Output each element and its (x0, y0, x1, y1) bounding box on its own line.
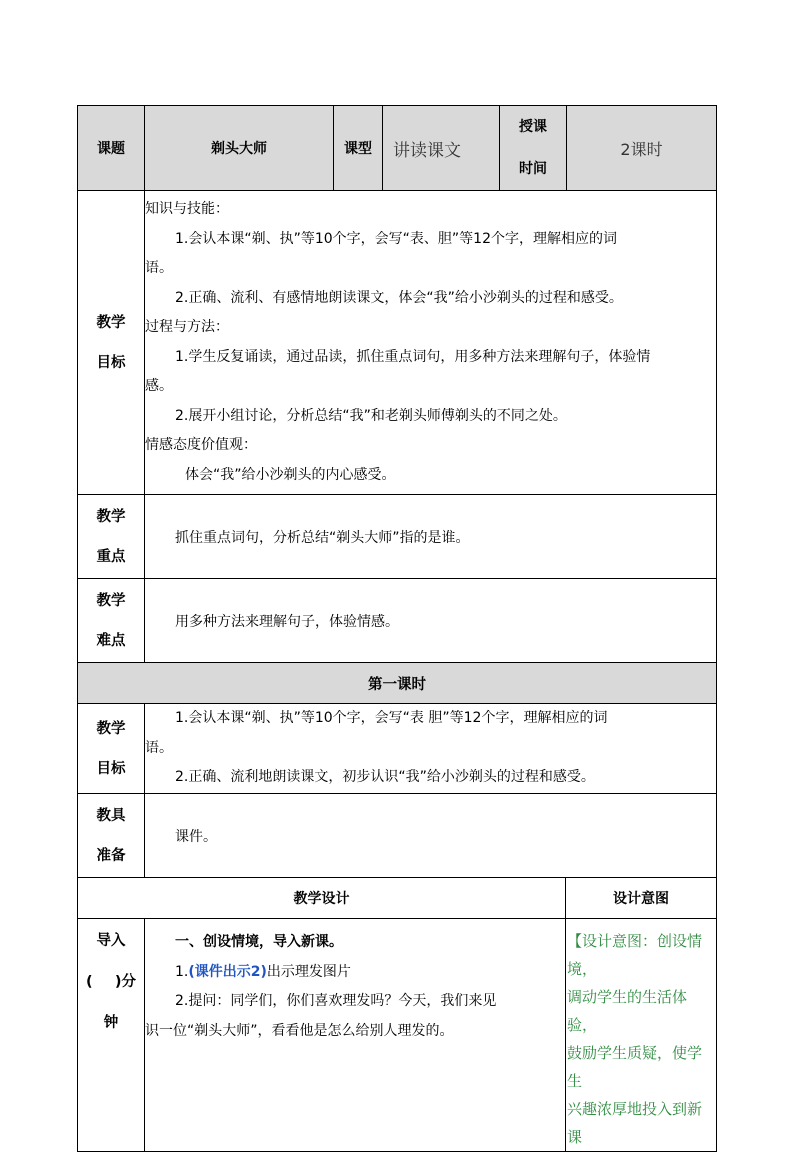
intro-label-line1: 导入 (96, 933, 126, 949)
lesson1-goal-line: 1.会认本课“剃、执”等10个字，会写“表 胆”等12个字，理解相应的词 (175, 710, 608, 727)
intent-col-title: 设计意图 (566, 878, 717, 919)
lesson1-goals-row (78, 704, 717, 794)
goals-line: 1.会认本课“剃、执”等10个字，会写“表、胆”等12个字，理解相应的词 (175, 230, 617, 247)
lesson1-goals-content (145, 704, 717, 794)
goals-line: 过程与方法： (145, 319, 229, 335)
difficulties-text: 用多种方法来理解句子，体验情感。 (145, 579, 717, 663)
goals-line: 情感态度价值观： (145, 437, 257, 453)
intro-step1-text: 出示理发图片 (266, 963, 351, 980)
lesson1-goals-label (78, 704, 145, 794)
difficulties-label (78, 579, 145, 663)
key-points-label (78, 495, 145, 579)
goals-line: 2.展开小组讨论，分析总结“我”和老剃头师傅剃头的不同之处。 (175, 407, 567, 424)
goals-line: 1.学生反复诵读，通过品读，抓住重点词句，用多种方法来理解句子，体验情 (175, 348, 651, 365)
goals-label (78, 191, 145, 495)
intro-step2-line1: 2.提问：同学们，你们喜欢理发吗？今天，我们来见 (175, 993, 497, 1009)
key-points-text: 抓住重点词句，分析总结“剃头大师”指的是谁。 (145, 495, 717, 579)
intro-label-line2 (78, 962, 144, 1003)
key-points-label-line2: 重点 (96, 548, 126, 565)
lesson1-goal-line: 2.正确、流利地朗读课文，初步认识“我”给小沙剃头的过程和感受。 (175, 769, 595, 786)
time-label (500, 106, 567, 191)
tools-label-line2: 准备 (96, 847, 126, 864)
goals-line: 2.正确、流利、有感情地朗读课文，体会“我”给小沙剃头的过程和感受。 (175, 289, 623, 306)
intro-content (145, 919, 566, 1152)
goals-row (78, 191, 717, 495)
tools-label-line1: 教具 (96, 807, 126, 824)
time-value: 2课时 (567, 106, 717, 191)
tools-row (78, 794, 717, 878)
design-header-row (78, 878, 717, 919)
intro-step1 (145, 958, 565, 988)
intro-step-title: 一、创设情境，导入新课。 (175, 934, 343, 950)
intro-row (78, 919, 717, 1152)
goals-line: 感。 (145, 378, 173, 394)
type-value: 讲读课文 (383, 106, 500, 191)
intent-content (566, 919, 717, 1152)
intro-label-minutes: )分 (114, 974, 136, 990)
lesson-plan-document (77, 105, 716, 1152)
intent-line: 兴趣浓厚地投入到新课 (567, 1100, 703, 1146)
lesson1-goals-label-line1: 教学 (96, 720, 126, 737)
lesson1-goals-label-line2: 目标 (96, 760, 126, 777)
intro-label (78, 919, 145, 1152)
intro-step2-line2: 识一位“剃头大师”，看看他是怎么给别人理发的。 (145, 1022, 454, 1039)
difficulties-row (78, 579, 717, 663)
goals-line: 语。 (145, 260, 173, 276)
intro-label-line3: 钟 (103, 1015, 119, 1031)
goals-label-line2: 目标 (96, 354, 126, 371)
goals-line: 体会“我”给小沙剃头的内心感受。 (185, 466, 396, 483)
goals-line: 知识与技能： (145, 201, 229, 217)
type-label: 课型 (334, 106, 383, 191)
course-title: 剃头大师 (145, 106, 334, 191)
intent-line: 【设计意图：创设情境， (567, 932, 703, 978)
difficulties-label-line2: 难点 (96, 632, 126, 649)
lesson-plan-table (77, 105, 717, 1152)
goals-content (145, 191, 717, 495)
lesson1-goal-line: 语。 (145, 739, 173, 756)
lesson1-title: 第一课时 (78, 663, 717, 704)
key-points-row (78, 495, 717, 579)
intent-line: 调动学生的生活体验， (567, 988, 688, 1034)
design-col-title: 教学设计 (78, 878, 566, 919)
difficulties-label-line1: 教学 (96, 592, 126, 609)
key-points-label-line1: 教学 (96, 508, 126, 525)
lesson1-title-row (78, 663, 717, 704)
intent-line: 鼓励学生质疑，使学生 (567, 1044, 703, 1090)
header-row (78, 106, 717, 191)
time-label-line2: 时间 (519, 161, 547, 177)
time-label-line1: 授课 (519, 119, 547, 135)
tools-label (78, 794, 145, 878)
intro-label-paren: ( (86, 974, 93, 990)
goals-label-line1: 教学 (96, 314, 126, 331)
courseware-link[interactable]: (课件出示2) (188, 963, 267, 980)
course-label: 课题 (78, 106, 145, 191)
tools-text: 课件。 (145, 794, 717, 878)
intro-step1-prefix: 1. (175, 963, 189, 980)
